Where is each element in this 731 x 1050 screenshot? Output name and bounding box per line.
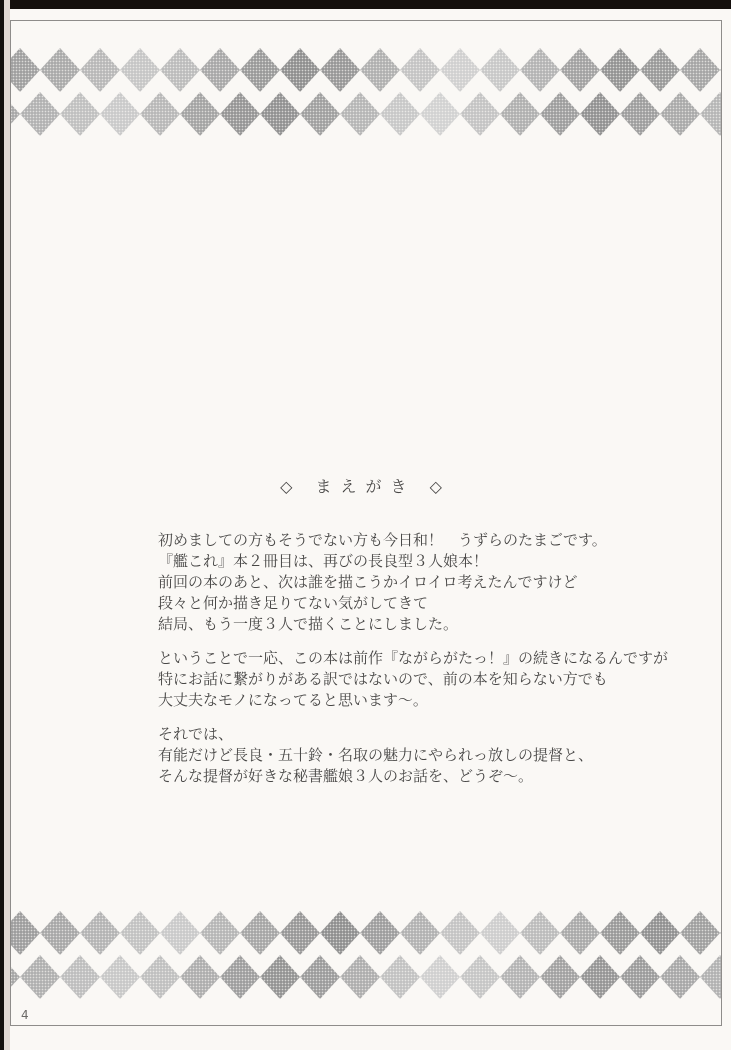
text-line: 段々と何か描き足りてない気がしてきて bbox=[158, 594, 429, 612]
diamond-shape bbox=[200, 48, 240, 92]
diamond-shape bbox=[140, 92, 180, 136]
diamond-shape bbox=[720, 911, 721, 955]
text-line: ということで一応、この本は前作『ながらがたっ！』の続きになるんですが bbox=[158, 649, 669, 667]
diamond-shape bbox=[280, 48, 320, 92]
diamond-shape bbox=[540, 955, 580, 999]
diamond-shape bbox=[580, 955, 620, 999]
diamond-shape bbox=[20, 92, 60, 136]
diamond-shape bbox=[180, 955, 220, 999]
diamond-shape bbox=[360, 48, 400, 92]
scan-edge-left bbox=[0, 0, 4, 1050]
diamond-shape bbox=[620, 955, 660, 999]
diamond-shape bbox=[280, 911, 320, 955]
diamond-shape bbox=[480, 911, 520, 955]
diamond-shape bbox=[140, 955, 180, 999]
preface-body bbox=[158, 530, 668, 800]
diamond-shape bbox=[180, 92, 220, 136]
diamond-shape bbox=[60, 955, 100, 999]
diamond-shape bbox=[480, 48, 520, 92]
diamond-shape bbox=[300, 92, 340, 136]
text-line: 『艦これ』本２冊目は、再びの長良型３人娘本！ bbox=[158, 552, 489, 570]
text-line: 前回の本のあと、次は誰を描こうかイロイロ考えたんですけど bbox=[158, 573, 578, 591]
text-line: 大丈夫なモノになってると思います〜。 bbox=[158, 691, 428, 709]
diamond-shape bbox=[300, 955, 340, 999]
paragraph bbox=[158, 530, 668, 635]
diamond-band-top bbox=[11, 48, 721, 136]
diamond-shape bbox=[400, 48, 440, 92]
diamond-shape bbox=[11, 955, 20, 999]
diamond-shape bbox=[340, 955, 380, 999]
diamond-shape bbox=[260, 955, 300, 999]
diamond-shape bbox=[11, 911, 40, 955]
diamond-shape bbox=[600, 911, 640, 955]
diamond-shape bbox=[420, 92, 460, 136]
diamond-shape bbox=[40, 48, 80, 92]
diamond-shape bbox=[460, 92, 500, 136]
diamond-shape bbox=[40, 911, 80, 955]
diamond-shape bbox=[660, 955, 700, 999]
diamond-shape bbox=[580, 92, 620, 136]
diamond-shape bbox=[100, 92, 140, 136]
diamond-shape bbox=[540, 92, 580, 136]
diamond-shape bbox=[600, 48, 640, 92]
text-line: 結局、もう一度３人で描くことにしました。 bbox=[158, 615, 459, 633]
diamond-shape bbox=[160, 911, 200, 955]
diamond-shape bbox=[440, 911, 480, 955]
diamond-shape bbox=[360, 911, 400, 955]
diamond-shape bbox=[440, 48, 480, 92]
diamond-shape bbox=[460, 955, 500, 999]
text-line: そんな提督が好きな秘書艦娘３人のお話を、どうぞ〜。 bbox=[158, 767, 534, 785]
diamond-shape bbox=[220, 955, 260, 999]
diamond-shape bbox=[80, 911, 120, 955]
diamond-shape bbox=[320, 911, 360, 955]
diamond-shape bbox=[160, 48, 200, 92]
page-frame bbox=[10, 20, 722, 1026]
diamond-shape bbox=[620, 92, 660, 136]
paragraph bbox=[158, 648, 668, 711]
diamond-shape bbox=[120, 48, 160, 92]
diamond-shape bbox=[640, 911, 680, 955]
diamond-shape bbox=[120, 911, 160, 955]
diamond-band-bottom bbox=[11, 911, 721, 999]
diamond-shape bbox=[560, 48, 600, 92]
text-line: 特にお話に繋がりがある訳ではないので、前の本を知らない方でも bbox=[158, 670, 608, 688]
diamond-shape bbox=[11, 48, 40, 92]
scan-edge-inner bbox=[4, 0, 10, 1050]
diamond-shape bbox=[500, 92, 540, 136]
diamond-shape bbox=[520, 911, 560, 955]
diamond-shape bbox=[680, 911, 720, 955]
diamond-shape bbox=[320, 48, 360, 92]
diamond-shape bbox=[340, 92, 380, 136]
text-line: 有能だけど長良・五十鈴・名取の魅力にやられっ放しの提督と、 bbox=[158, 746, 594, 764]
diamond-shape bbox=[400, 911, 440, 955]
diamond-shape bbox=[700, 955, 721, 999]
diamond-shape bbox=[60, 92, 100, 136]
diamond-shape bbox=[200, 911, 240, 955]
diamond-shape bbox=[380, 92, 420, 136]
text-line: それでは、 bbox=[158, 725, 234, 743]
diamond-shape bbox=[640, 48, 680, 92]
diamond-shape bbox=[680, 48, 720, 92]
diamond-shape bbox=[420, 955, 460, 999]
page-number: 4 bbox=[21, 1008, 29, 1022]
diamond-shape bbox=[660, 92, 700, 136]
diamond-shape bbox=[11, 92, 20, 136]
diamond-shape bbox=[560, 911, 600, 955]
paragraph bbox=[158, 724, 668, 787]
diamond-shape bbox=[240, 48, 280, 92]
diamond-shape bbox=[700, 92, 721, 136]
diamond-shape bbox=[380, 955, 420, 999]
diamond-shape bbox=[100, 955, 140, 999]
diamond-shape bbox=[80, 48, 120, 92]
diamond-shape bbox=[520, 48, 560, 92]
scan-edge-top bbox=[0, 0, 731, 9]
diamond-shape bbox=[220, 92, 260, 136]
diamond-shape bbox=[260, 92, 300, 136]
diamond-shape bbox=[500, 955, 540, 999]
text-line: 初めましての方もそうでない方も今日和！ うずらのたまごです。 bbox=[158, 531, 607, 549]
diamond-shape bbox=[20, 955, 60, 999]
diamond-shape bbox=[240, 911, 280, 955]
preface-title: ◇ まえがき ◇ bbox=[280, 477, 451, 496]
diamond-shape bbox=[720, 48, 721, 92]
